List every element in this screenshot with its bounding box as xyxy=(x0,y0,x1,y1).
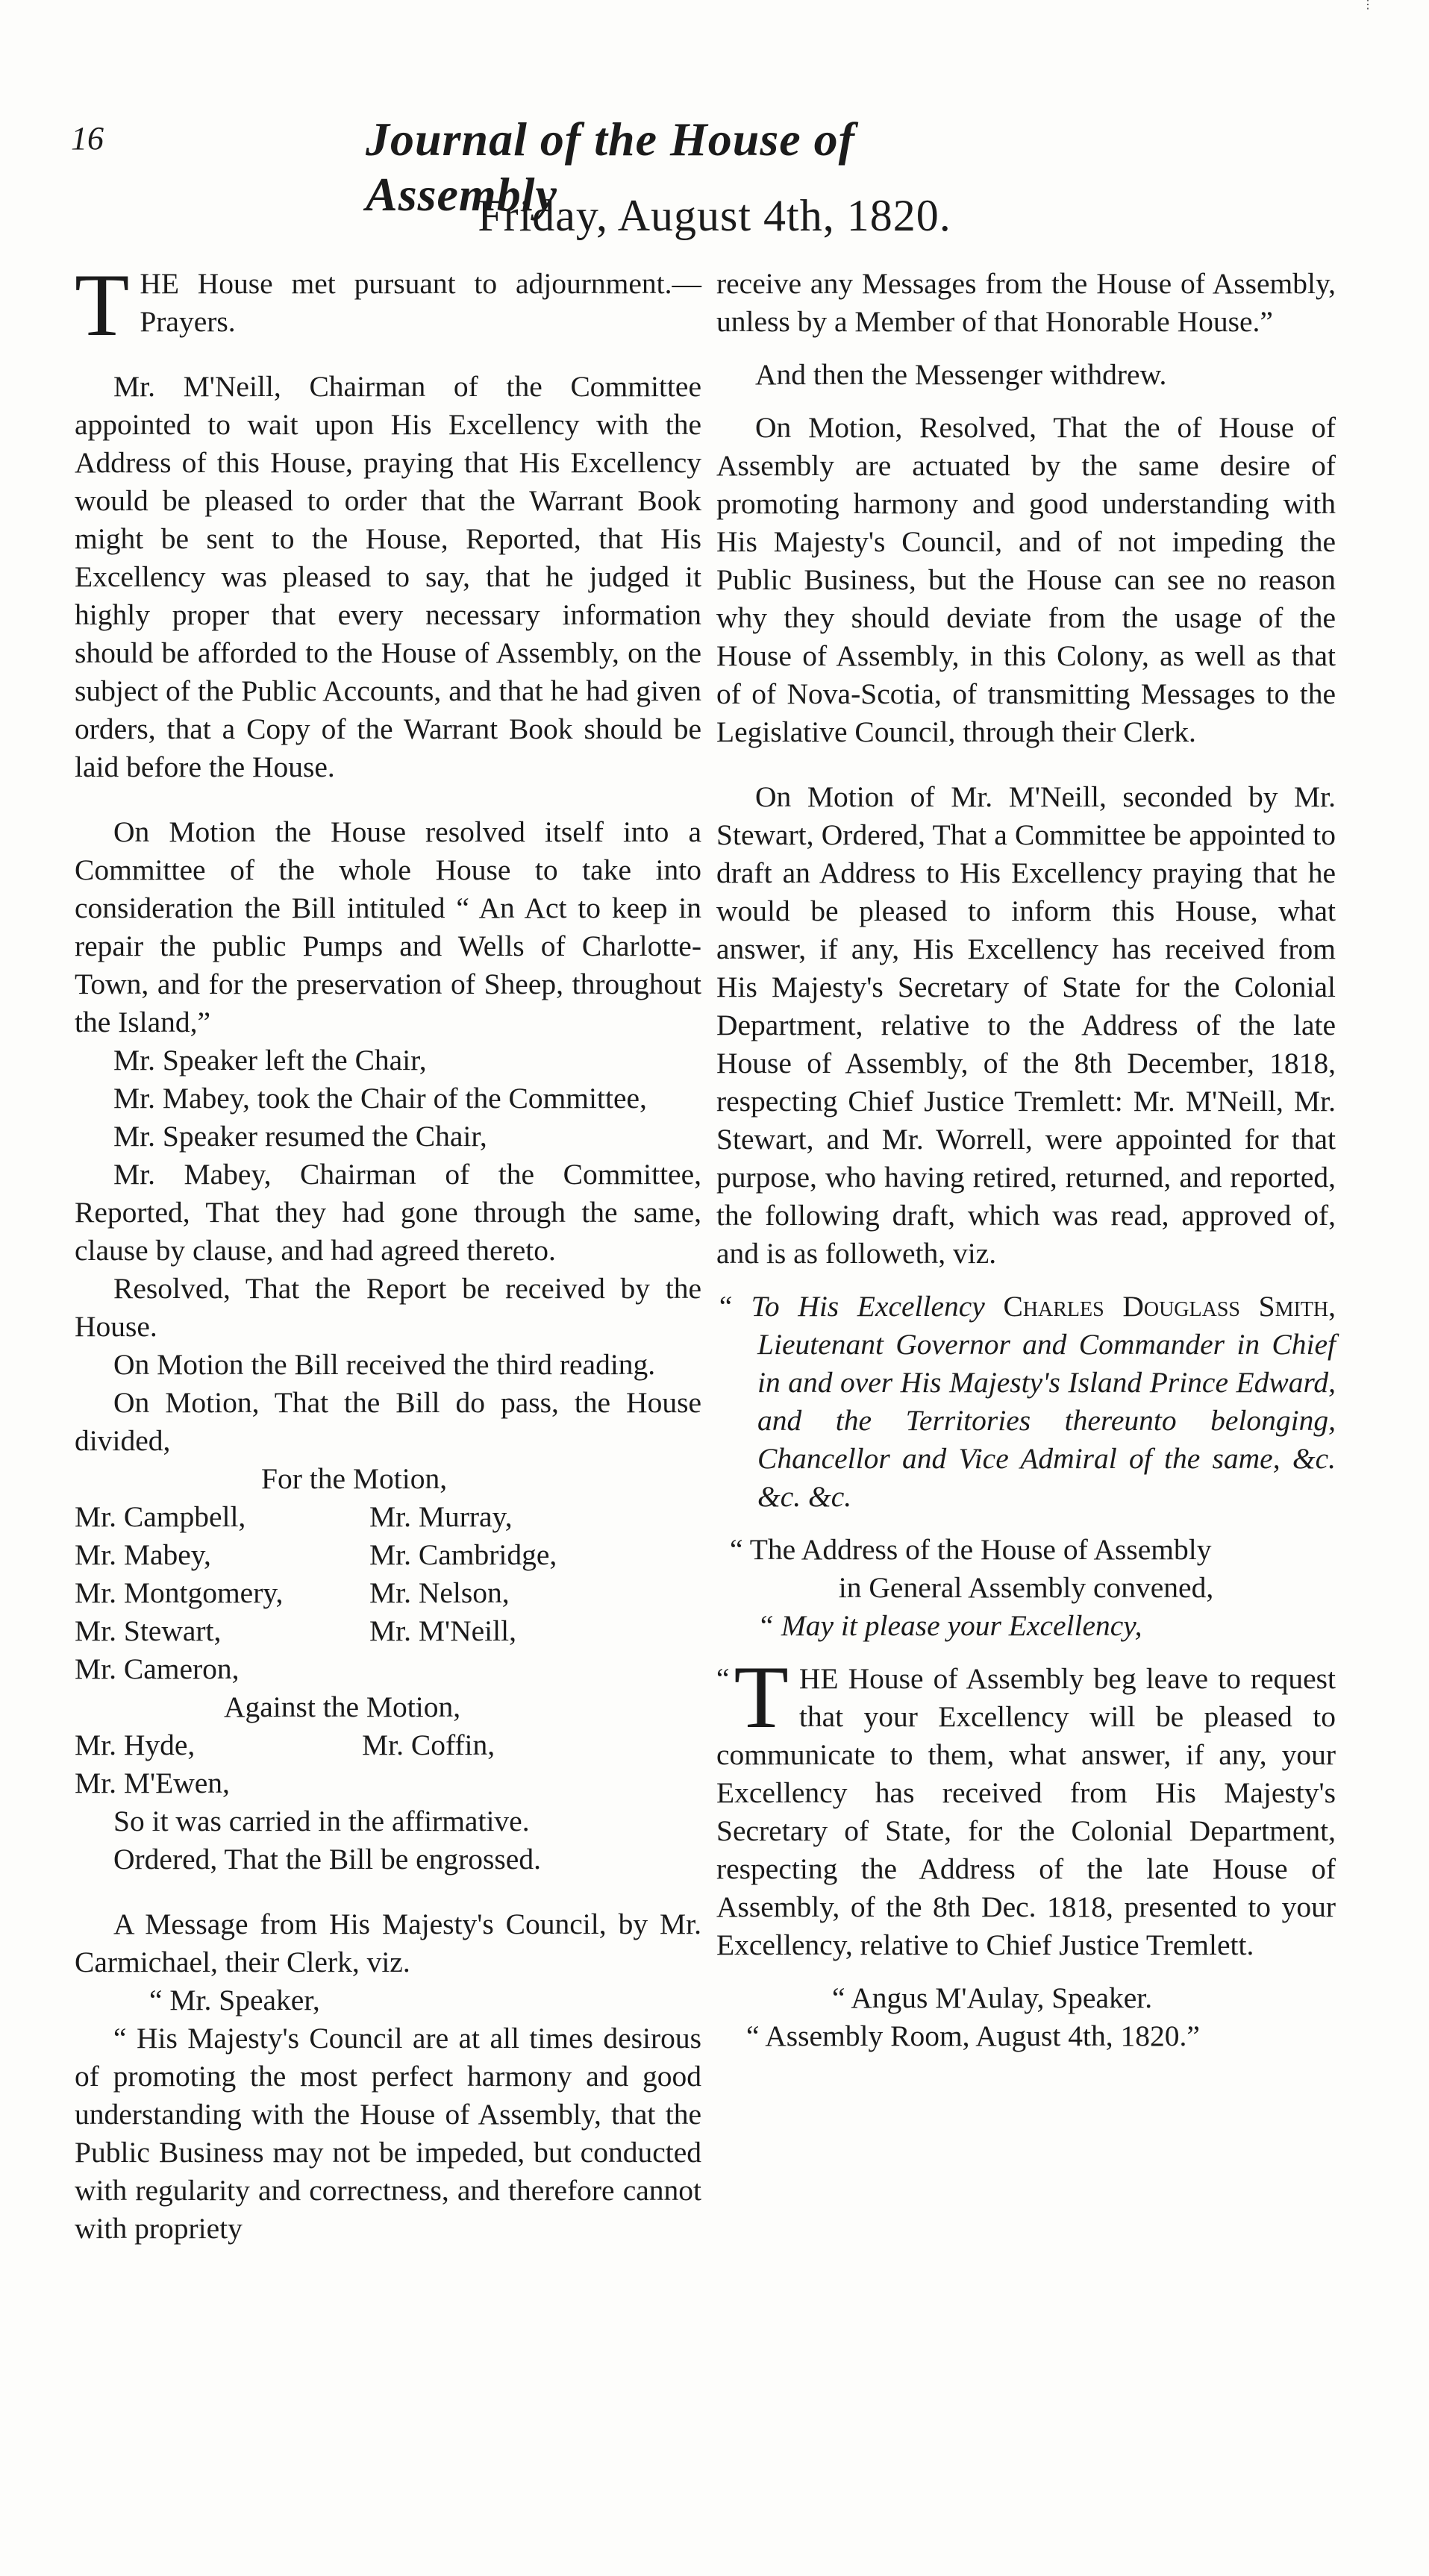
vote-name: Mr. M'Neill, xyxy=(369,1614,516,1647)
bill-motion-paragraph: On Motion the House resolved itself into a Committee of the whole House to take into consideration the Bill intituled “ An Act to keep in repair the public Pumps and Wells of Charlotte-Town, and for the preservation of Sheep, throughout the Island,” xyxy=(75,815,701,1038)
third-reading-paragraph: On Motion the Bill received the third reading. xyxy=(113,1348,656,1381)
running-head: Journal of the House of Assembly xyxy=(366,113,855,221)
vote-name: Mr. Montgomery, xyxy=(75,1576,284,1609)
address-heading xyxy=(716,1288,1336,1516)
committee-report-paragraph: Mr. M'Neill, Chairman of the Committee appointed to wait upon His Excellency with the Address of this House, praying that His Excellency would be pleased to order that the Warrant Book might be sent to the House, Reported, that His Excellency was pleased to say, that he judged it highly proper that every necessary information should be afforded to the House of Assembly, on the subject of the Public Accounts, and that he had given orders, that a Copy of the Warrant Book should be laid before the House. xyxy=(75,370,701,783)
vote-name xyxy=(362,1764,701,1802)
vote-name: Mr. Murray, xyxy=(369,1500,513,1533)
vote-name: Mr. Mabey, xyxy=(75,1538,211,1571)
resolved-paragraph: Resolved, That the Report be received by the House. xyxy=(75,1272,701,1343)
council-message-body: “ His Majesty's Council are at all times desirous of promoting the most perfect harmony and good understanding with the House of Assembly, that the Public Business may not be impeded, but conducted with regularity and correctness, and therefore cannot with propriety xyxy=(75,2022,701,2245)
speaker-signature: “ Angus M'Aulay, Speaker. xyxy=(832,1981,1153,2014)
vote-for-heading: For the Motion, xyxy=(261,1462,448,1495)
council-message-paragraph: A Message from His Majesty's Council, by Mr. Carmichael, their Clerk, viz. xyxy=(75,1908,701,1978)
address-committee-paragraph: On Motion of Mr. M'Neill, seconded by Mr. Stewart, Ordered, That a Committee be appointed to draft an Address to His Excellency praying that he would be pleased to inform this House, what answer, if any, His Excellency has received from His Majesty's Secretary of State for the Colonial Department, relative to the Address of the late House of Assembly, of the 8th December, 1818, respecting Chief Justice Tremlett: Mr. M'Neill, Mr. Stewart, and Mr. Worrell, were appointed for that purpose, who having retired, returned, and reported, the following draft, which was read, approved of, and is as followeth, viz. xyxy=(716,780,1336,1270)
vote-name: Mr. Stewart, xyxy=(75,1614,222,1647)
drop-cap: T xyxy=(75,255,130,354)
corner-mark: ⋮ xyxy=(1362,0,1374,11)
messenger-withdrew-paragraph: And then the Messenger withdrew. xyxy=(755,358,1167,391)
address-body-paragraph xyxy=(716,1647,1336,1964)
speaker-resumed-paragraph: Mr. Speaker resumed the Chair, xyxy=(113,1120,487,1153)
vote-against-heading: Against the Motion, xyxy=(224,1690,461,1723)
address-to: “ To His Excellency xyxy=(716,1290,1004,1323)
right-column xyxy=(716,265,1336,2055)
vote-name: Mr. Cameron, xyxy=(75,1652,240,1685)
governor-name: Charles Douglass Smith, xyxy=(1003,1290,1336,1323)
resolved-harmony-paragraph: On Motion, Resolved, That the of House of Assembly are actuated by the same desire of promoting harmony and good understanding with His Majesty's Council, and of not impeding the Public Business, but the House can see no reason why they should deviate from the usage of the House of Assembly, in this Colony, as well as that of of Nova-Scotia, of transmitting Messages to the Legislative Council, through their Clerk. xyxy=(716,411,1336,748)
engrossed-paragraph: Ordered, That the Bill be engrossed. xyxy=(113,1843,541,1875)
vote-name: Mr. Hyde, xyxy=(75,1729,196,1761)
mabey-chair-paragraph: Mr. Mabey, took the Chair of the Committee, xyxy=(113,1082,647,1115)
votes-for-list xyxy=(75,1498,701,1688)
address-title-line: “ The Address of the House of Assembly xyxy=(730,1533,1212,1566)
council-message-continued: receive any Messages from the House of Assembly, unless by a Member of that Honorable House.” xyxy=(716,267,1336,338)
mabey-report-paragraph: Mr. Mabey, Chairman of the Committee, Reported, That they had gone through the same, clause by clause, and had agreed thereto. xyxy=(75,1158,701,1267)
left-column xyxy=(75,255,701,2248)
vote-name: Mr. Campbell, xyxy=(75,1500,246,1533)
address-titles: Lieutenant Governor and Commander in Chief in and over His Majesty's Island Prince Edward, and the Territories thereunto belonging, Chancellor and Vice Admiral of the same, &c. &c. &c. xyxy=(757,1328,1336,1513)
mr-speaker-salutation: “ Mr. Speaker, xyxy=(149,1984,320,2016)
assembly-dateline: “ Assembly Room, August 4th, 1820.” xyxy=(746,2019,1200,2052)
page-number: 16 xyxy=(71,120,104,157)
affirmative-paragraph: So it was carried in the affirmative. xyxy=(113,1805,530,1837)
address-salutation: “ May it please your Excellency, xyxy=(757,1609,1142,1642)
vote-name: Mr. Coffin, xyxy=(362,1729,495,1761)
open-quote: “ xyxy=(716,1662,730,1695)
opening-paragraph xyxy=(75,255,701,354)
vote-name xyxy=(369,1650,701,1688)
address-convened-line: in General Assembly convened, xyxy=(838,1571,1214,1604)
address-body-text: HE House of Assembly beg leave to request that your Excellency will be pleased to communicate to them, what answer, if any, your Excellency has received from His Majesty's Secretary of State, for the Colonial Department, respecting the Address of the late House of Assembly, of the 8th Dec. 1818, presented to your Excellency, relative to Chief Justice Tremlett. xyxy=(716,1662,1336,1961)
division-paragraph: On Motion, That the Bill do pass, the House divided, xyxy=(75,1386,701,1457)
vote-name: Mr. Cambridge, xyxy=(369,1538,557,1571)
vote-name: Mr. Nelson, xyxy=(369,1576,510,1609)
votes-against-list xyxy=(75,1726,701,1802)
vote-name: Mr. M'Ewen, xyxy=(75,1767,230,1799)
speaker-left-paragraph: Mr. Speaker left the Chair, xyxy=(113,1044,427,1077)
drop-cap: T xyxy=(734,1647,789,1746)
date-heading: Friday, August 4th, 1820. xyxy=(478,191,951,240)
opening-text: HE House met pursuant to adjournment.—Prayers. xyxy=(140,267,701,338)
